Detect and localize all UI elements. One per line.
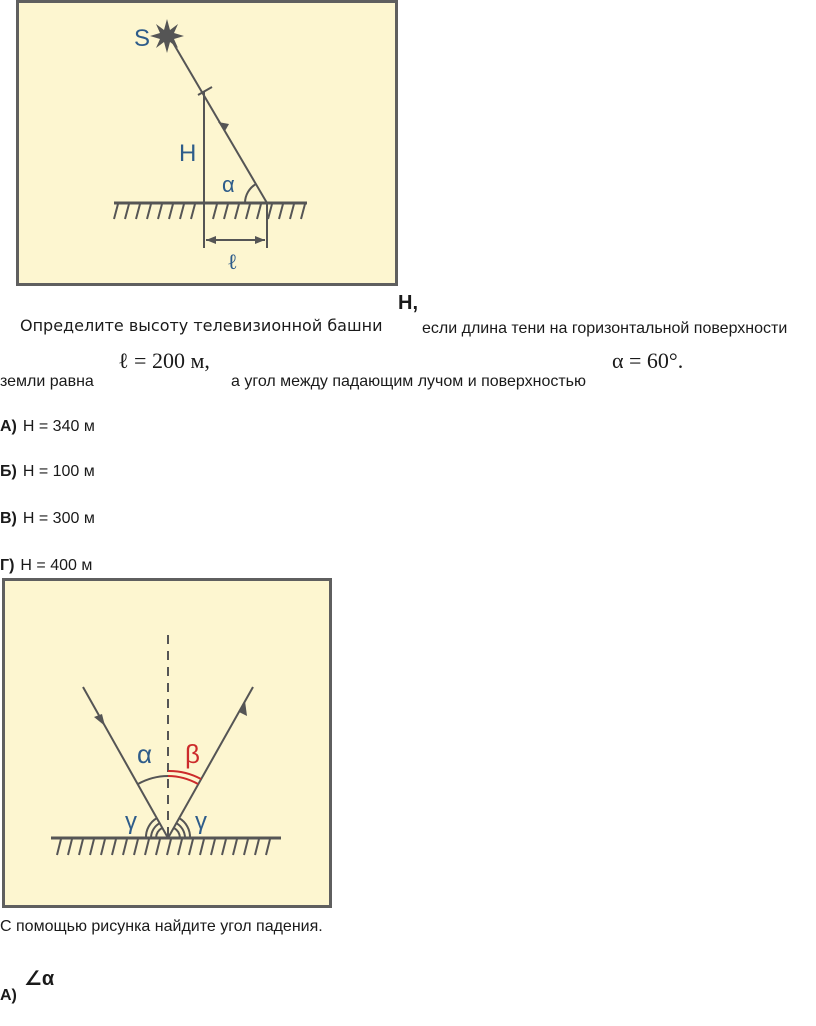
option-a-letter: А) <box>0 418 17 435</box>
angle-alpha-arc <box>245 184 256 203</box>
question2-option-a-value: ∠α <box>24 968 55 990</box>
option-b[interactable] <box>0 463 95 481</box>
formula-shadow-length: ℓ = 200 м, <box>118 348 210 373</box>
incident-arrow-head <box>94 714 105 726</box>
question1-symbol-h: H, <box>398 292 418 314</box>
label-source: S <box>134 25 151 52</box>
tower-shadow-diagram <box>19 3 401 289</box>
alpha-arc <box>138 776 168 784</box>
question1-text-part1: Определите высоту телевизионной башни <box>20 316 383 335</box>
question2-option-a-letter: А) <box>0 987 17 1004</box>
light-ray <box>172 41 267 203</box>
question1-text-part4: а угол между падающим лучом и поверхностью <box>231 373 586 390</box>
option-b-letter: Б) <box>0 463 17 480</box>
option-a[interactable] <box>0 418 95 436</box>
ground-hatching <box>114 204 305 219</box>
option-c-letter: В) <box>0 510 17 527</box>
label-gamma-left: γ <box>125 808 137 835</box>
formula-angle: α = 60°. <box>612 348 684 373</box>
question1-text-part2: если длина тени на горизонтальной поверхности <box>422 320 788 337</box>
label-alpha: α <box>137 739 153 769</box>
figure-reflection <box>2 578 332 908</box>
beta-arc-inner <box>168 776 198 784</box>
dimension-arrow-left <box>206 236 216 244</box>
option-b-text: H = 100 м <box>22 463 95 480</box>
option-d-letter: Г) <box>0 557 15 574</box>
option-c-text: H = 300 м <box>22 510 95 527</box>
star-icon <box>150 19 184 53</box>
question2-option-a[interactable] <box>0 987 23 1005</box>
label-height: H <box>179 140 197 167</box>
dimension-arrow-right <box>255 236 265 244</box>
option-d-text: H = 400 м <box>20 557 93 574</box>
reflection-diagram <box>5 581 335 911</box>
figure-tower-shadow <box>16 0 398 286</box>
option-c[interactable] <box>0 510 95 528</box>
reflected-ray <box>168 687 253 838</box>
label-beta: β <box>185 739 200 769</box>
question1-text-part3: земли равна <box>0 373 94 390</box>
label-angle: α <box>222 172 235 197</box>
label-gamma-right: γ <box>195 808 207 835</box>
option-d[interactable] <box>0 557 92 575</box>
mirror-hatching <box>57 839 270 855</box>
option-a-text: H = 340 м <box>22 418 95 435</box>
label-shadow: ℓ <box>227 249 238 274</box>
question2-text: С помощью рисунка найдите угол падения. <box>0 918 323 935</box>
